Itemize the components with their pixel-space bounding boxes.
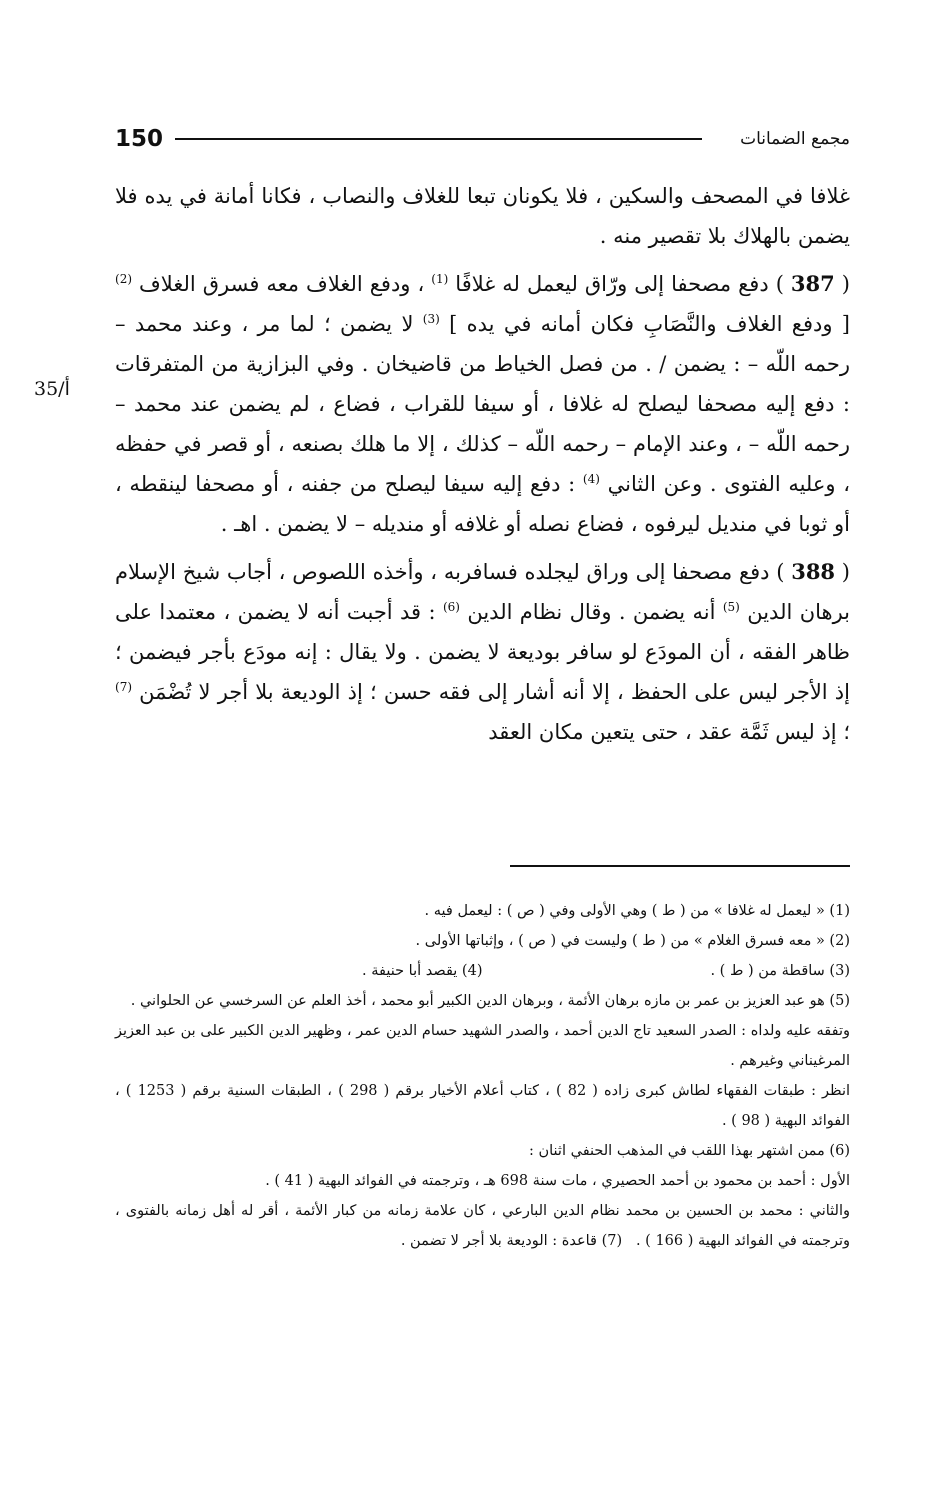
paragraph-continuation: غلافا في المصحف والسكين ، فلا يكونان تبعا للغلاف والنصاب ، فكانا أمانة في يده فلا يضمن بالهلاك بلا تقصير منه . bbox=[115, 184, 850, 248]
header-rule bbox=[175, 138, 702, 140]
footnote-ref: (4) bbox=[582, 472, 600, 486]
text-run: لا يضمن ؛ لما مر ، وعند محمد – رحمه اللّه – : يضمن / . من فصل الخياط من قاضيخان . وفي البزازية من المتفرقات : دفع إليه مصحفا ليصلح له غلافا ، أو سيفا للقراب ، فضاع ، لم يضمن عند محمد – رحمه اللّه – ، وعند الإمام – رحمه اللّه – كذلك ، إلا ما هلك بصنعه ، أو قصر في حفظه ، وعليه الفتوى . وعن الثاني bbox=[115, 312, 850, 496]
footnote-6-second bbox=[115, 1196, 850, 1256]
paren: ( bbox=[834, 272, 850, 296]
paragraph-388 bbox=[115, 552, 850, 752]
footnote-ref: (6) bbox=[442, 600, 460, 614]
footnote-5: (5) هو عبد العزيز بن عمر بن مازه برهان الأئمة ، وبرهان الدين الكبير أبو محمد ، أخذ العلم عن السرخسي عن الحلواني . bbox=[130, 993, 850, 1009]
footnote-3: (3) ساقطة من ( ط ) . bbox=[710, 963, 850, 979]
footnote-ref: (3) bbox=[422, 312, 440, 326]
text-run: ؛ إذ ليس ثَمَّة عقد ، حتى يتعين مكان العقد bbox=[488, 720, 850, 744]
text-run: ) دفع مصحفا إلى ورّاق ليعمل له غلافًا bbox=[448, 272, 791, 296]
main-text bbox=[115, 176, 850, 760]
footnote-7: (7) قاعدة : الوديعة بلا أجر لا تضمن . bbox=[400, 1233, 623, 1249]
footnote-6: (6) ممن اشتهر بهذا اللقب في المذهب الحنفي اثنان : bbox=[529, 1143, 850, 1159]
text-run: [ ودفع الغلاف والنَّصَابِ فكان أمانه في يده ] bbox=[439, 312, 850, 336]
book-title: مجمع الضمانات bbox=[740, 129, 850, 149]
page-header bbox=[115, 121, 850, 157]
footnote-4: (4) يقصد أبا حنيفة . bbox=[362, 963, 483, 979]
text-run: ، ودفع الغلاف معه فسرق الغلاف bbox=[132, 272, 432, 296]
footnote-1: (1) « ليعمل له غلافا » من ( ط ) وهي الأولى وفي ( ص ) : ليعمل فيه . bbox=[424, 903, 850, 919]
issue-number: 387 bbox=[790, 271, 835, 296]
text-run: ) دفع مصحفا إلى وراق ليجلده فسافربه ، وأخذه اللصوص ، أجاب شيخ الإسلام برهان الدين bbox=[115, 560, 851, 624]
margin-folio-note: 35/أ bbox=[34, 378, 70, 400]
page-number: 150 bbox=[115, 126, 164, 152]
paren: ( bbox=[835, 560, 850, 584]
footnote-5-continued: وتفقه عليه ولداه : الصدر السعيد تاج الدين أحمد ، والصدر الشهيد حسام الدين عمر ، وظهير الدين الكبير على بن عبد العزيز المرغيناني وغيرهم . bbox=[115, 1023, 850, 1069]
footnote-ref: (1) bbox=[431, 272, 449, 286]
text-run: : قد أجبت أنه لا يضمن ، معتمدا على ظاهر الفقه ، أن المودَع لو سافر بوديعة لا يضمن . ولا يقال : إنه مودَع بأجر فيضمن ؛ إذ الأجر ليس على الحفظ ، إلا أنه أشار إلى فقه حسن ؛ إذ الوديعة بلا أجر لا تُضْمَن bbox=[115, 600, 850, 704]
footnote-5-sources: انظر : طبقات الفقهاء لطاش كبرى زاده ( 82 ) ، كتاب أعلام الأخيار برقم ( 298 ) ، الطبقات السنية برقم ( 1253 ) ، الفوائد البهية ( 98 ) . bbox=[115, 1083, 851, 1129]
footnote-6-second-text: والثاني : محمد بن الحسين بن محمد نظام الدين البارعي ، كان علامة زمانه من كبار الأئمة ، أقر له أهل زمانه بالفتوى ، وترجمته في الفوائد البهية ( 166 ) . bbox=[115, 1203, 850, 1249]
text-run: : دفع إليه سيفا ليصلح من جفنه ، أو مصحفا لينقطه ، أو ثوبا في منديل ليرفوه ، فضاع نصله أو غلافه أو منديله – لا يضمن . اهـ . bbox=[115, 472, 850, 536]
footnote-6-first: الأول : أحمد بن محمود بن أحمد الحصيري ، مات سنة 698 هـ ، وترجمته في الفوائد البهية ( 41 ) . bbox=[265, 1173, 850, 1189]
footnote-2: (2) « معه فسرق الغلام » من ( ط ) وليست في ( ص ) ، وإثباتها الأولى . bbox=[415, 933, 850, 949]
footnote-ref: (7) bbox=[115, 680, 133, 694]
footnotes bbox=[115, 896, 850, 1256]
footnote-3-4-row bbox=[115, 956, 850, 986]
paragraph-387 bbox=[115, 264, 850, 544]
text-run: أنه يضمن . وقال نظام الدين bbox=[459, 600, 723, 624]
footnote-ref: (5) bbox=[722, 600, 740, 614]
footnote-separator bbox=[510, 865, 850, 867]
footnote-ref: (2) bbox=[115, 272, 133, 286]
issue-number: 388 bbox=[791, 559, 836, 584]
